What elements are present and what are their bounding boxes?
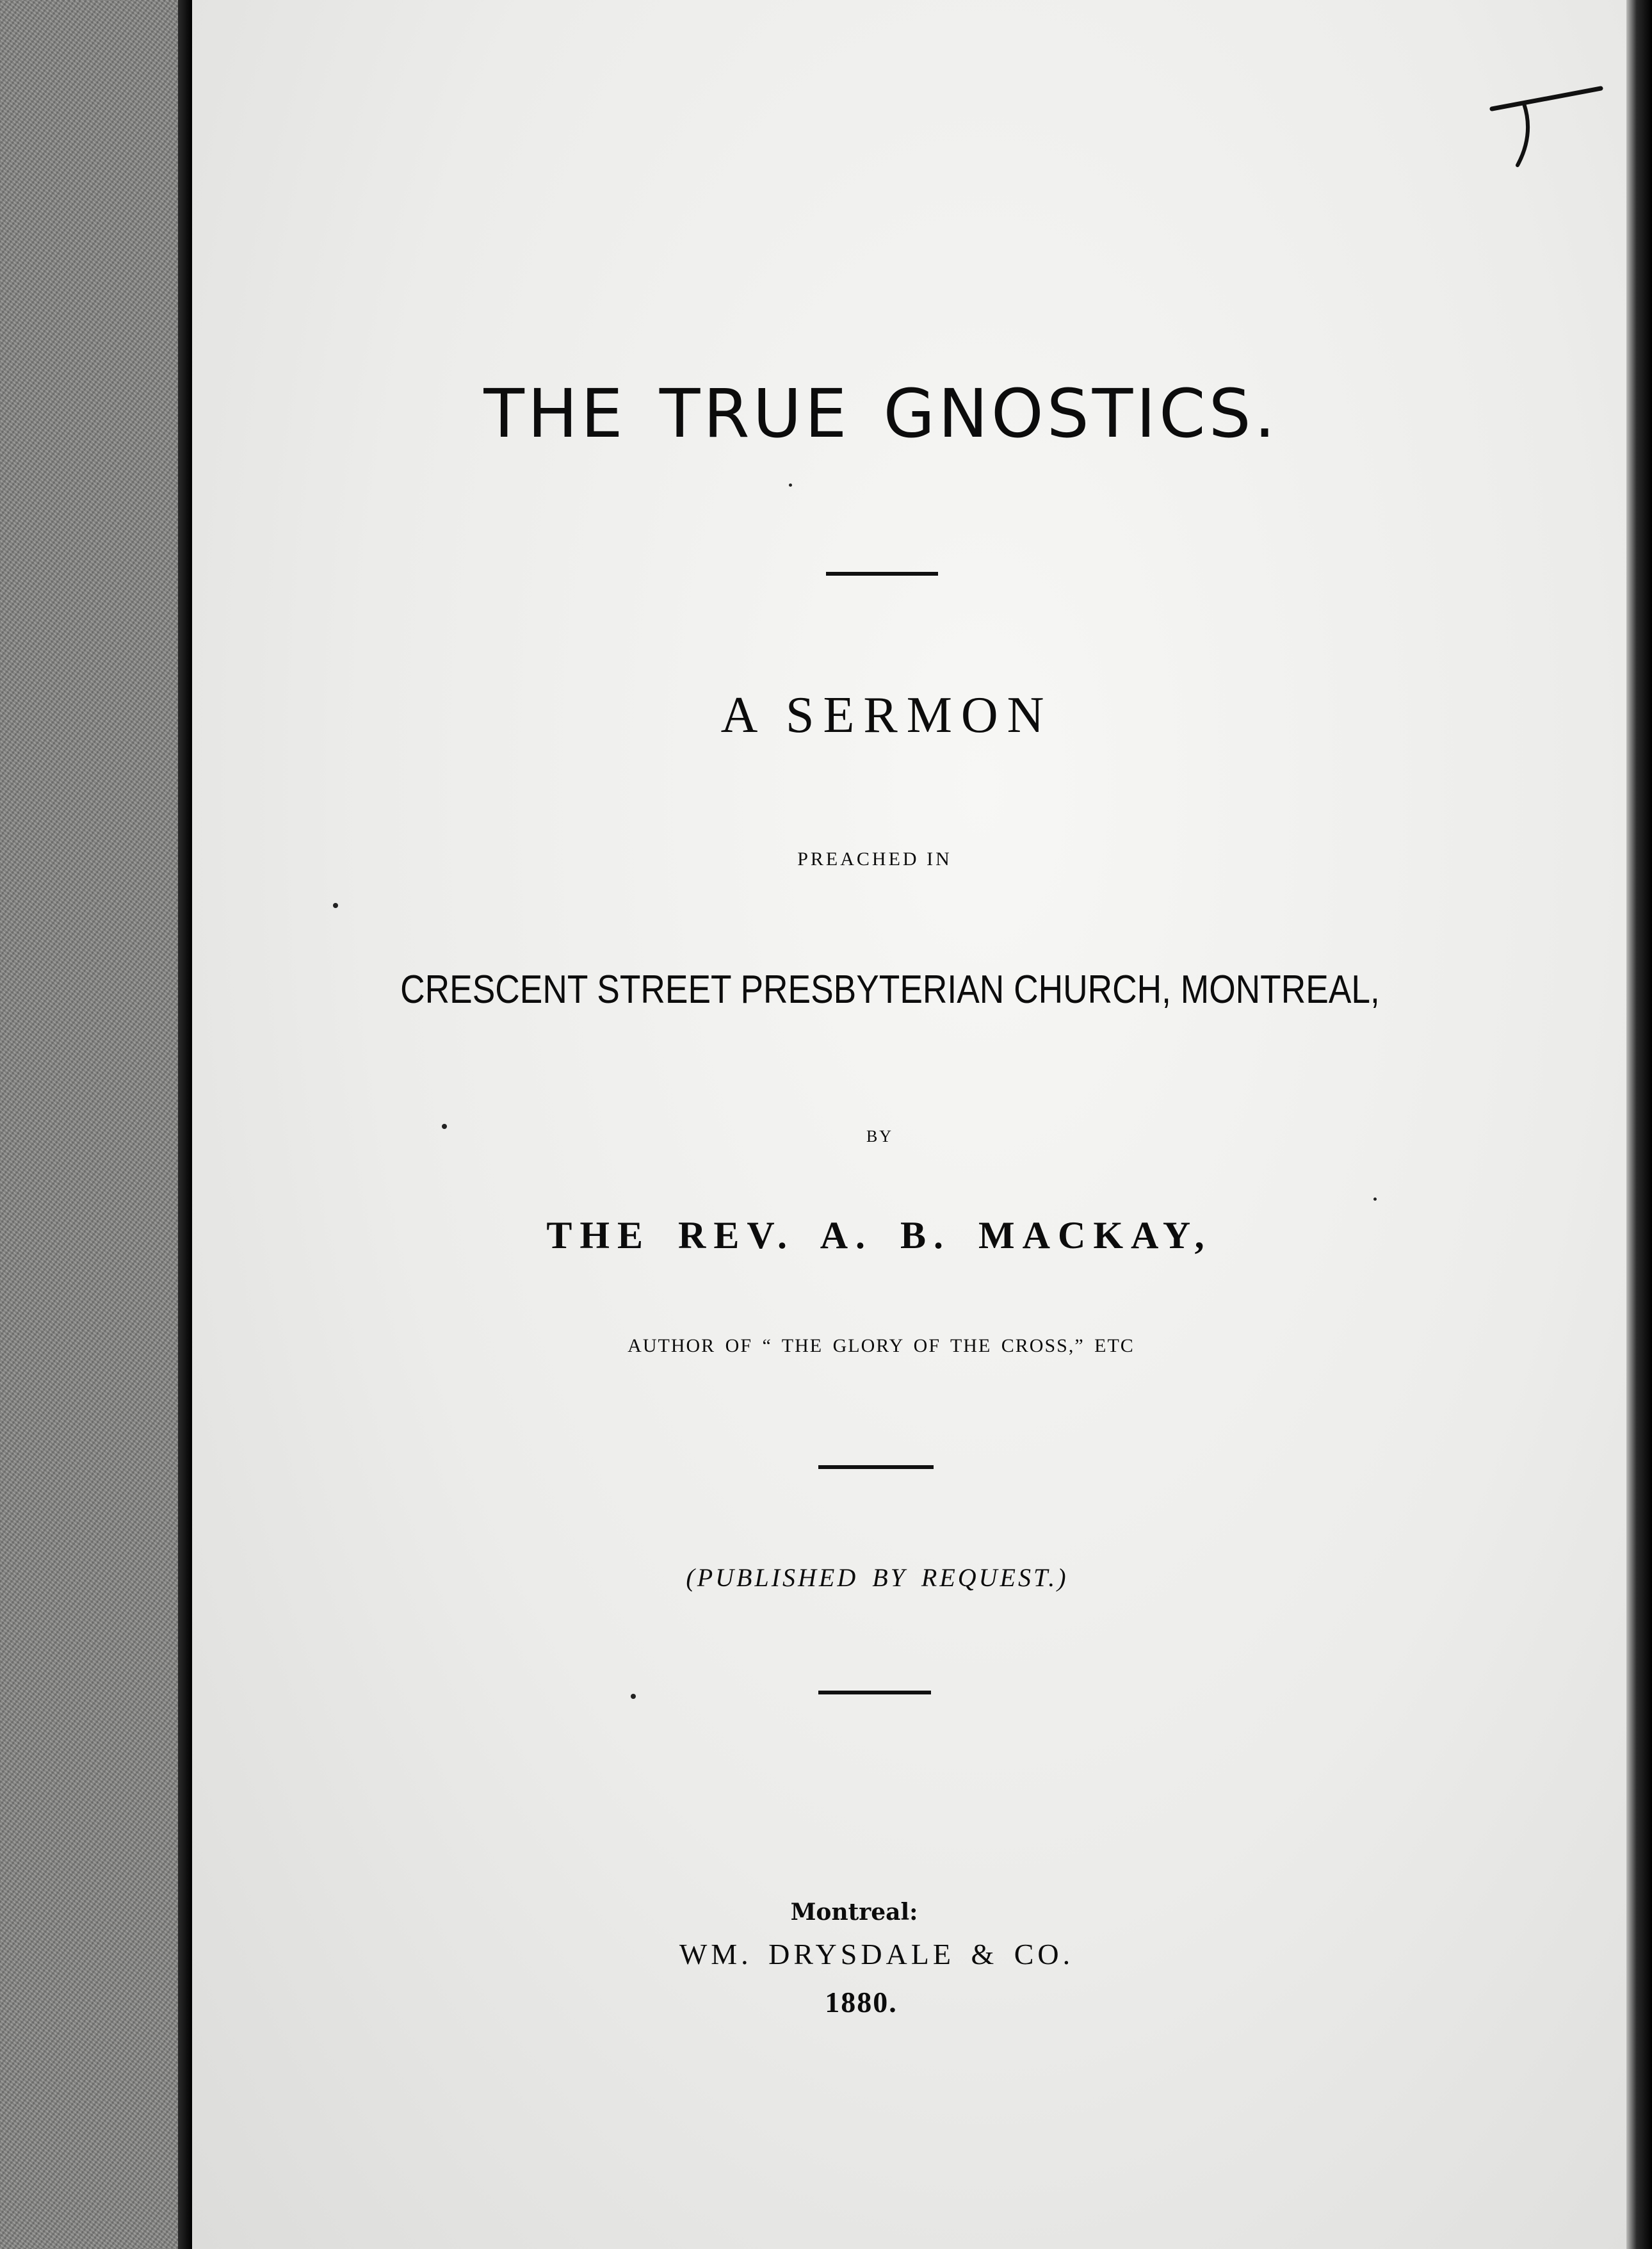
paper-speck (1373, 1198, 1377, 1201)
church-location: CRESCENT STREET PRESBYTERIAN CHURCH, MONTREAL, (400, 968, 1380, 1012)
divider-rule (818, 1465, 934, 1469)
paper-speck (631, 1694, 636, 1699)
imprint-year: 1880. (825, 1986, 898, 2018)
paper-speck (333, 903, 338, 908)
divider-rule (818, 1691, 931, 1694)
divider-rule (826, 572, 938, 576)
imprint-publisher: WM. DRYSDALE & CO. (679, 1938, 1074, 1970)
page-title: THE TRUE GNOSTICS. (483, 375, 1279, 453)
paper-speck (789, 483, 792, 487)
handwritten-mark (1479, 83, 1607, 186)
author-name: THE REV. A. B. MACKAY, (546, 1214, 1212, 1256)
publication-note: (PUBLISHED BY REQUEST.) (686, 1563, 1069, 1592)
imprint-place: Montreal: (790, 1899, 918, 1926)
by-label: BY (866, 1127, 894, 1146)
subtitle: A SERMON (720, 687, 1053, 743)
paper-speck (442, 1124, 447, 1129)
author-note: AUTHOR OF “ THE GLORY OF THE CROSS,” ETC (628, 1335, 1135, 1356)
preached-in-label: PREACHED IN (797, 848, 952, 870)
